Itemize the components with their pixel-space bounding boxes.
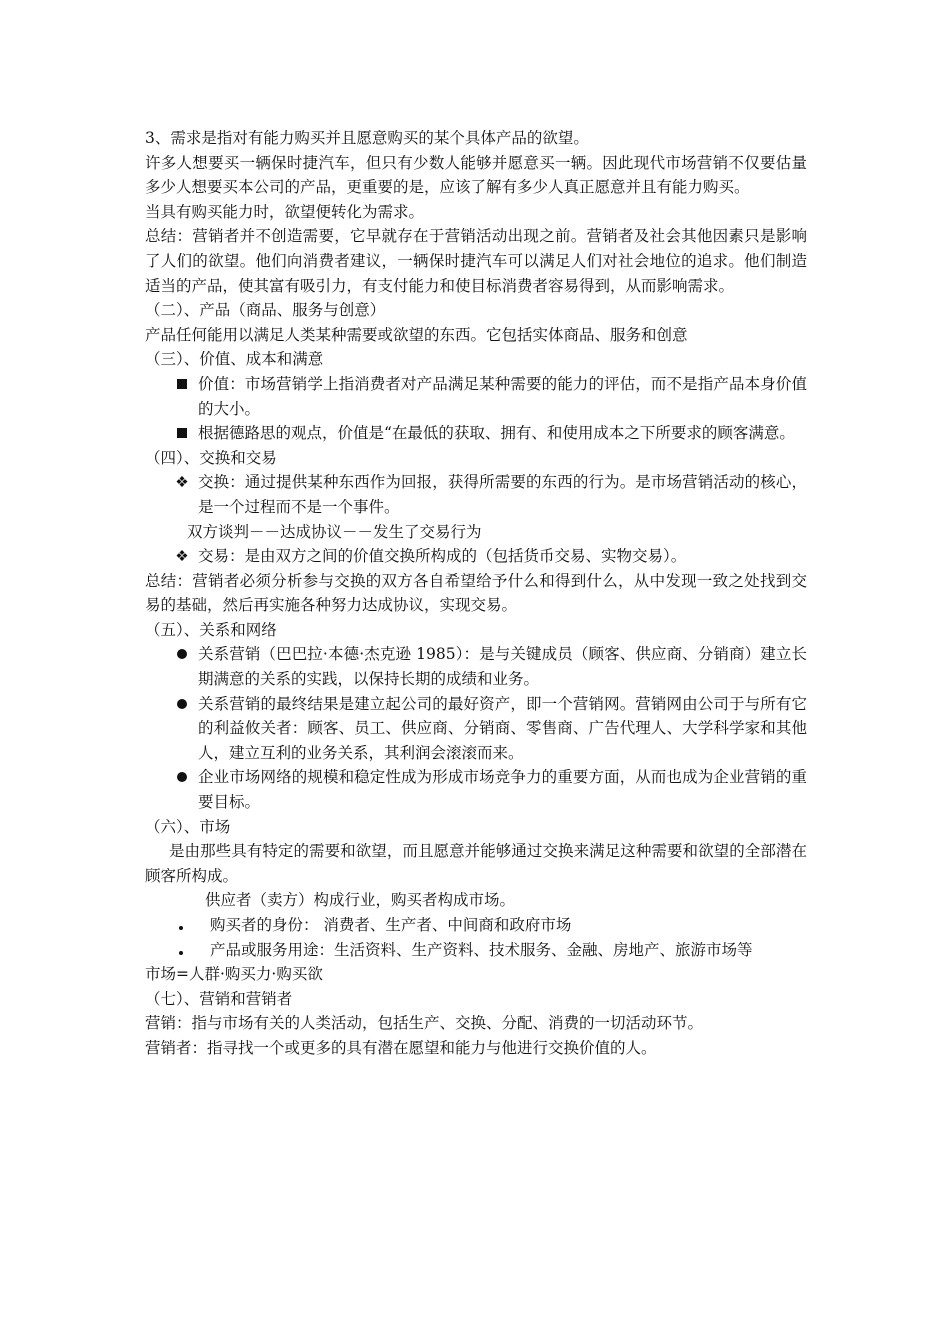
heading-exchange-transaction: （四）、交换和交易 [145, 448, 277, 467]
heading-marketing-marketer: （七）、营销和营销者 [145, 989, 293, 1008]
list-item [145, 544, 807, 569]
list-item-text: 产品或服务用途：生活资料、生产资料、技术服务、金融、房地产、旅游市场等 [210, 940, 753, 959]
paragraph-product-definition: 产品任何能用以满足人类某种需要或欲望的东西。它包括实体商品、服务和创意 [145, 325, 688, 344]
list-item [145, 642, 807, 691]
list-item [145, 938, 807, 963]
heading-product: （二）、产品（商品、服务与创意） [145, 301, 386, 320]
paragraph-porsche-example: 许多人想要买一辆保时捷汽车，但只有少数人能够并愿意买一辆。因此现代市场营销不仅要估量多少人想要买本公司的产品，更重要的是，应该了解有多少人真正愿意并且有能力购买。 [145, 153, 807, 197]
paragraph-supplier-buyer: 供应者（卖方）构成行业，购买者构成市场。 [205, 891, 516, 910]
document-body [145, 126, 807, 1061]
list-item-text: 交易：是由双方之间的价值交换所构成的（包括货币交易、实物交易）。 [198, 547, 687, 566]
diamond-bullet-icon: ❖ [175, 473, 189, 492]
square-bullet-icon [173, 421, 191, 446]
list-item [145, 372, 807, 421]
heading-relationship-network: （五）、关系和网络 [145, 620, 277, 639]
list-item-text: 购买者的身份： 消费者、生产者、中间商和政府市场 [210, 916, 572, 934]
paragraph-marketing-definition: 营销：指与市场有关的人类活动，包括生产、交换、分配、消费的一切活动环节。 [145, 1014, 704, 1033]
paragraph-desire-to-demand: 当具有购买能力时，欲望便转化为需求。 [145, 202, 425, 221]
paragraph-market-definition: 是由那些具有特定的需要和欲望，而且愿意并能够通过交换来满足这种需要和欲望的全部潜在顾客所构成。 [145, 842, 807, 885]
paragraph-marketer-definition: 营销者：指寻找一个或更多的具有潜在愿望和能力与他进行交换价值的人。 [145, 1038, 657, 1057]
dot-bullet-icon [173, 692, 191, 717]
list-item-text: 交换：通过提供某种东西作为回报，获得所需要的东西的行为。是市场营销活动的核心，是一个过程而不是一个事件。 [198, 473, 807, 516]
list-item [145, 692, 807, 766]
paragraph-demand-definition: 3、需求是指对有能力购买并且愿意购买的某个具体产品的欲望。 [145, 129, 589, 147]
list-item [145, 421, 807, 446]
paragraph-summary-exchange: 总结：营销者必须分析参与交换的双方各自希望给予什么和得到什么，从中发现一致之处找到交易的基础，然后再实施各种努力达成协议，实现交易。 [145, 571, 807, 615]
list-item-text: 企业市场网络的规模和稳定性成为形成市场竞争力的重要方面，从而也成为企业营销的重要目标。 [198, 768, 807, 812]
heading-market: （六）、市场 [145, 817, 231, 836]
diamond-bullet-icon: ❖ [175, 547, 189, 566]
dot-bullet-icon [173, 642, 191, 667]
paragraph-summary-needs: 总结：营销者并不创造需要，它早就存在于营销活动出现之前。营销者及社会其他因素只是影响了人们的欲望。他们向消费者建议，一辆保时捷汽车可以满足人们对社会地位的追求。他们制造适当的产品，使其富有吸引力，有支付能力和使目标消费者容易得到，从而影响需求。 [145, 227, 807, 295]
heading-value-cost-satisfaction: （三）、价值、成本和满意 [145, 350, 324, 369]
list-item-text: 根据德路思的观点，价值是“在最低的获取、拥有、和使用成本之下所要求的顾客满意。 [198, 424, 795, 443]
small-bullet-icon [172, 938, 190, 963]
list-item [145, 765, 807, 814]
paragraph-negotiation-flow: 双方谈判－－达成协议－－发生了交易行为 [187, 522, 482, 541]
list-item [145, 470, 807, 519]
small-bullet-icon [172, 913, 190, 938]
list-item-text: 关系营销的最终结果是建立起公司的最好资产，即一个营销网。营销网由公司于与所有它的利益攸关者：顾客、员工、供应商、分销商、零售商、广告代理人、大学科学家和其他人，建立互利的业务关系，其利润会滚滚而来。 [198, 694, 807, 762]
list-item-text: 关系营销（巴巴拉·本德·杰克逊 1985）：是与关键成员（顾客、供应商、分销商）建立长期满意的关系的实践，以保持长期的成绩和业务。 [198, 645, 807, 689]
square-bullet-icon [173, 372, 191, 397]
list-item [145, 913, 807, 938]
dot-bullet-icon [173, 765, 191, 790]
paragraph-market-formula: 市场=人群·购买力·购买欲 [145, 965, 323, 984]
list-item-text: 价值：市场营销学上指消费者对产品满足某种需要的能力的评估，而不是指产品本身价值的大小。 [198, 374, 807, 418]
